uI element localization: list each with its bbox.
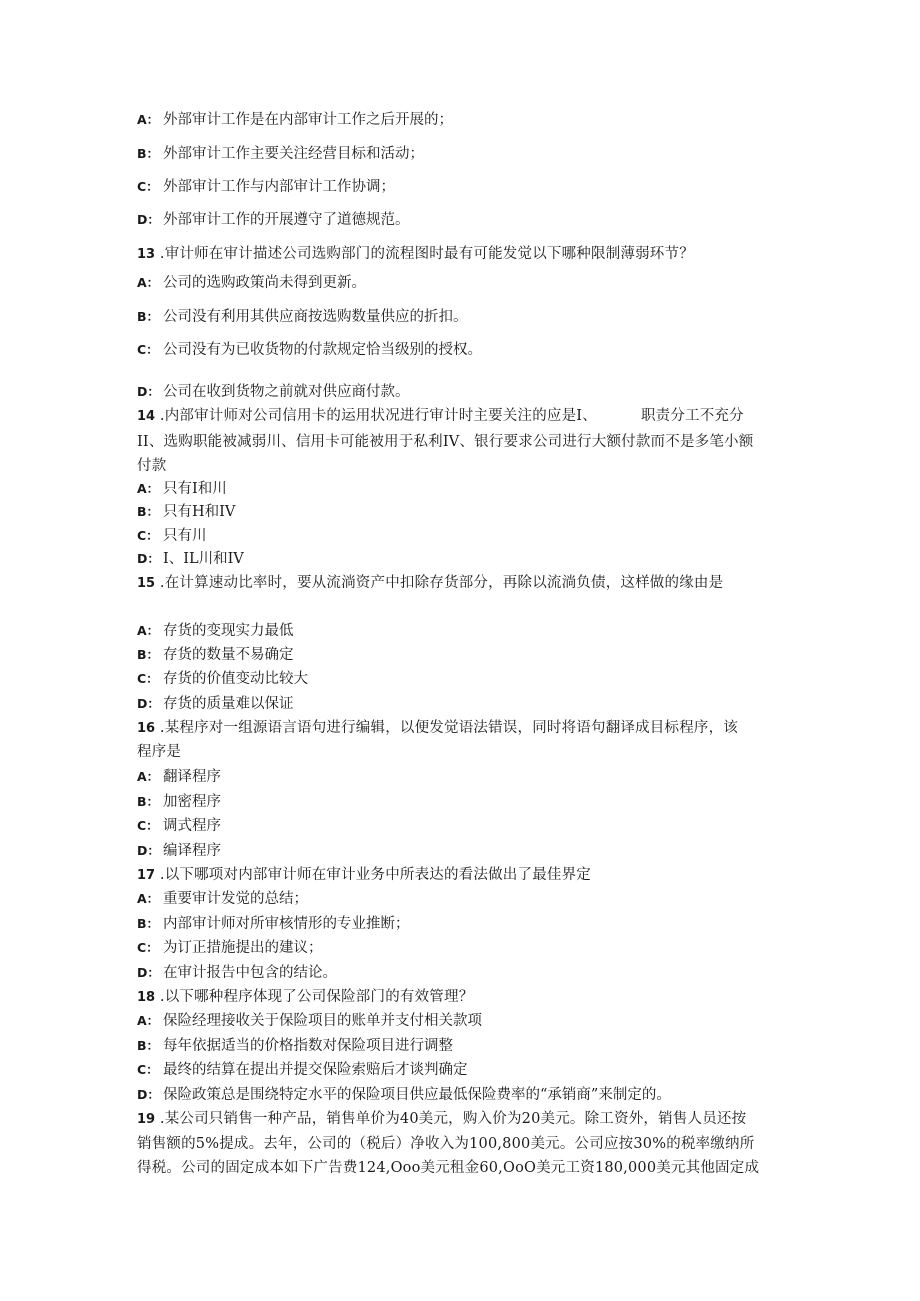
question-text: 得税。公司的固定成本如下广告费124,Ooo美元租金60,OoO美元工资180,000美元其他固定成 (137, 1160, 760, 1176)
option-text: 存货的价值变动比较大 (163, 671, 308, 687)
q16-option-c (137, 814, 797, 838)
question-number: 17 (137, 868, 156, 883)
option-text: 存货的数量不易确定 (163, 647, 294, 663)
option-text: 为订正措施提出的建议； (163, 940, 323, 956)
q19-question-line2 (137, 1132, 797, 1156)
question-text: .某程序对一组源语言语句进行编辑，以便发觉语法错误，同时将语句翻译成目标程序，该 (155, 720, 739, 736)
q13-question (137, 242, 797, 267)
q14-option-b (137, 500, 797, 524)
option-text: 公司没有利用其供应商按选购数量供应的折扣。 (163, 309, 468, 325)
option-label: C： (137, 818, 159, 833)
q17-option-a (137, 887, 797, 911)
option-label: B： (137, 916, 160, 931)
q19-question-line3 (137, 1156, 797, 1180)
option-text: 外部审计工作与内部审计工作协调； (163, 179, 395, 195)
option-label: A： (137, 1013, 160, 1028)
question-text: .某公司只销售一种产品，销售单价为40美元，购入价为20美元。除工资外，销售人员还按 (155, 1111, 747, 1127)
q13-option-a (137, 271, 797, 295)
question-text: .在计算速动比率时，要从流淌资产中扣除存货部分，再除以流淌负债，这样做的缘由是 (155, 575, 724, 591)
option-label: C： (137, 671, 159, 686)
option-text: 外部审计工作是在内部审计工作之后开展的； (163, 112, 453, 128)
option-label: D： (137, 696, 160, 711)
option-label: D： (137, 1087, 160, 1102)
q15-option-d (137, 692, 797, 716)
option-label: D： (137, 965, 160, 980)
q15-option-b (137, 643, 797, 667)
q16-option-d (137, 839, 797, 863)
option-label: B： (137, 309, 160, 324)
option-label: C： (137, 528, 159, 543)
option-text: 外部审计工作的开展遵守了道德规范。 (163, 212, 410, 228)
q15-option-c (137, 667, 797, 691)
option-label: A： (137, 623, 160, 638)
option-text: 保险经理接收关于保险项目的账单并支付相关款项 (163, 1013, 482, 1029)
q14-question (137, 404, 797, 429)
q16-question-line2 (137, 740, 797, 764)
option-label: A： (137, 481, 160, 496)
q17-question (137, 863, 797, 888)
question-text: .以下哪项对内部审计师在审计业务中所表达的看法做出了最佳界定 (155, 867, 592, 883)
option-label: C： (137, 342, 159, 357)
q18-question (137, 985, 797, 1010)
option-label: D： (137, 551, 160, 566)
option-text: 每年依据适当的价格指数对保险项目进行调整 (163, 1038, 453, 1054)
q16-option-b (137, 790, 797, 814)
option-text: I、IL川和IV (163, 551, 244, 567)
option-text: 编译程序 (163, 843, 221, 859)
option-label: A： (137, 275, 160, 290)
option-text: 存货的质量难以保证 (163, 696, 294, 712)
q18-option-b (137, 1034, 797, 1058)
question-number: 13 (137, 247, 156, 262)
option-label: A： (137, 891, 160, 906)
option-text: 只有I和川 (163, 481, 227, 497)
q12-option-c (137, 175, 797, 199)
q18-option-d (137, 1083, 797, 1107)
option-text: 保险政策总是围绕特定水平的保险项目供应最低保险费率的“承销商”来制定的。 (163, 1087, 671, 1103)
q13-option-d (137, 380, 797, 404)
q18-option-c (137, 1058, 797, 1082)
q17-option-c (137, 936, 797, 960)
option-label: D： (137, 212, 160, 227)
q17-option-d (137, 961, 797, 985)
q16-option-a (137, 765, 797, 789)
option-text: 存货的变现实力最低 (163, 623, 294, 639)
option-label: A： (137, 769, 160, 784)
option-text: 最终的结算在提出并提交保险索赔后才谈判确定 (163, 1062, 468, 1078)
option-label: D： (137, 843, 160, 858)
option-label: A： (137, 112, 160, 127)
option-text: 调式程序 (163, 818, 221, 834)
q14-question-line2 (137, 430, 797, 454)
q12-option-a (137, 108, 797, 132)
question-number: 18 (137, 990, 156, 1005)
q16-question (137, 716, 797, 741)
q15-question (137, 571, 797, 596)
option-label: B： (137, 647, 160, 662)
option-label: C： (137, 940, 159, 955)
q14-option-d (137, 547, 797, 571)
question-text: 付款 (137, 458, 167, 474)
question-text: .审计师在审计描述公司选购部门的流程图时最有可能发觉以下哪种限制薄弱环节？ (155, 246, 694, 262)
option-text: 外部审计工作主要关注经营目标和活动； (163, 146, 424, 162)
question-number: 14 (137, 409, 156, 424)
question-text: II、选购职能被减弱川、信用卡可能被用于私利IV、银行要求公司进行大额付款而不是多笔小额 (137, 434, 754, 450)
q13-option-c (137, 338, 797, 362)
option-label: B： (137, 794, 160, 809)
q12-option-d (137, 208, 797, 232)
option-text: 重要审计发觉的总结； (163, 891, 308, 907)
option-label: B： (137, 504, 160, 519)
question-text-cont: 职责分工不充分 (640, 408, 744, 424)
q17-option-b (137, 912, 797, 936)
question-number: 15 (137, 576, 156, 591)
question-text: .内部审计师对公司信用卡的运用状况进行审计时主要关注的应是I、 (155, 408, 597, 424)
question-number: 16 (137, 721, 156, 736)
question-text: 程序是 (137, 744, 182, 760)
option-label: B： (137, 146, 160, 161)
option-text: 公司在收到货物之前就对供应商付款。 (163, 384, 410, 400)
q14-question-line3 (137, 454, 797, 478)
question-text: 销售额的5%提成。去年，公司的（税后）净收入为100,800美元。公司应按30%的税率缴纳所 (137, 1136, 755, 1152)
q18-option-a (137, 1009, 797, 1033)
option-label: C： (137, 179, 159, 194)
q12-option-b (137, 142, 797, 166)
q15-option-a (137, 619, 797, 643)
option-label: D： (137, 384, 160, 399)
option-text: 翻译程序 (163, 769, 221, 785)
q14-option-a (137, 477, 797, 501)
option-text: 只有H和IV (163, 504, 236, 520)
question-number: 19 (137, 1112, 156, 1127)
option-label: C： (137, 1062, 159, 1077)
q14-option-c (137, 524, 797, 548)
option-text: 只有川 (163, 528, 207, 544)
option-text: 公司没有为已收货物的付款规定恰当级别的授权。 (163, 342, 482, 358)
option-text: 在审计报告中包含的结论。 (163, 965, 337, 981)
question-text: .以下哪种程序体现了公司保险部门的有效管理？ (155, 989, 474, 1005)
option-text: 内部审计师对所审核情形的专业推断； (163, 916, 410, 932)
q13-option-b (137, 305, 797, 329)
option-text: 公司的选购政策尚未得到更新。 (163, 275, 366, 291)
option-label: B： (137, 1038, 160, 1053)
q19-question (137, 1107, 797, 1132)
option-text: 加密程序 (163, 794, 221, 810)
